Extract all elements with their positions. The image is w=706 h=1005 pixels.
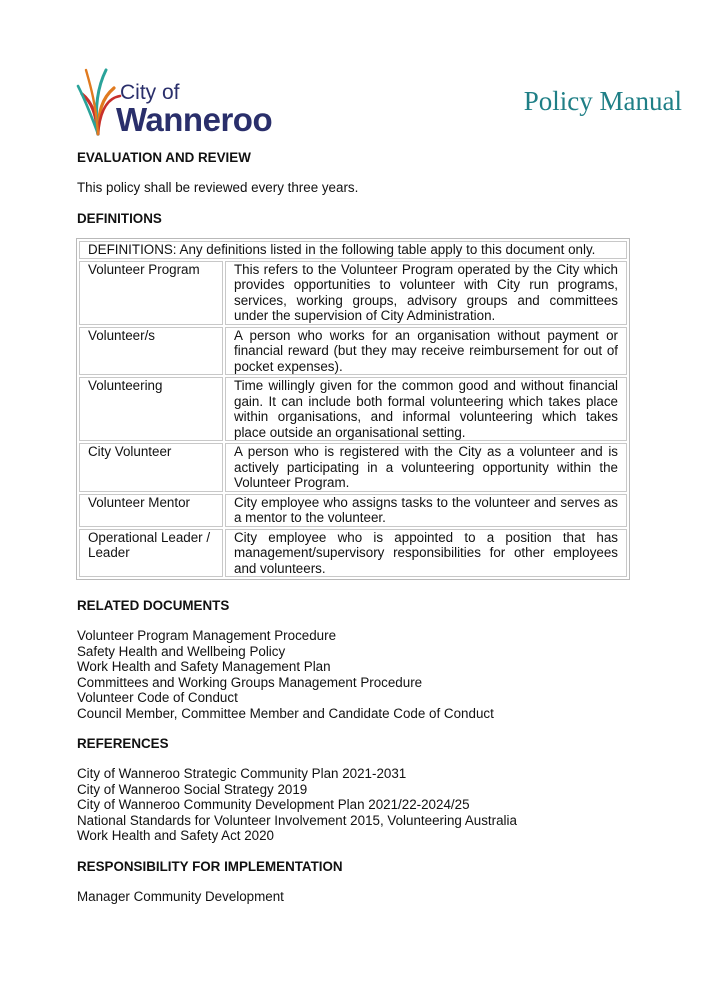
references-heading: REFERENCES (77, 736, 169, 751)
logo-city-text: City of (120, 81, 180, 104)
definitions-heading: DEFINITIONS (77, 211, 162, 226)
list-item: City of Wanneroo Social Strategy 2019 (77, 781, 308, 797)
evaluation-text: This policy shall be reviewed every three years. (77, 180, 359, 195)
city-of-wanneroo-logo (76, 64, 286, 140)
table-row (79, 529, 627, 578)
list-item: National Standards for Volunteer Involvement 2015, Volunteering Australia (77, 812, 517, 828)
references-list (77, 766, 629, 844)
logo-name-text: Wanneroo (116, 101, 273, 138)
definition-cell: This refers to the Volunteer Program operated by the City which provides opportunities to volunteer with City run programs, services, working groups, advisory groups and committees under the supervision of City Administration. (225, 261, 627, 325)
definition-cell: A person who is registered with the City as a volunteer and is actively participating in a volunteering opportunity within the Volunteer Program. (225, 443, 627, 492)
table-row (79, 443, 627, 492)
term-cell: Volunteer Mentor (79, 494, 223, 527)
term-cell: Volunteer Program (79, 261, 223, 325)
table-row (79, 327, 627, 376)
responsibility-heading: RESPONSIBILITY FOR IMPLEMENTATION (77, 858, 343, 874)
table-row (79, 494, 627, 527)
definitions-table-caption: DEFINITIONS: Any definitions listed in the following table apply to this document only. (79, 241, 627, 259)
list-item: City of Wanneroo Strategic Community Plan 2021-2031 (77, 766, 407, 781)
list-item: City of Wanneroo Community Development Plan 2021/22-2024/25 (77, 797, 470, 812)
term-cell: Volunteering (79, 377, 223, 441)
related-documents-list (77, 628, 629, 721)
list-item: Committees and Working Groups Management Procedure (77, 674, 423, 690)
definition-cell: City employee who assigns tasks to the volunteer and serves as a mentor to the volunteer. (225, 494, 627, 527)
definitions-table (76, 238, 630, 580)
document-body (77, 149, 629, 905)
evaluation-heading: EVALUATION AND REVIEW (77, 150, 251, 165)
table-row (79, 377, 627, 441)
table-row (79, 261, 627, 325)
related-documents-heading: RELATED DOCUMENTS (77, 598, 230, 613)
term-cell: Volunteer/s (79, 327, 223, 376)
term-cell: Operational Leader / Leader (79, 529, 223, 578)
list-item: Work Health and Safety Act 2020 (77, 828, 275, 843)
responsibility-text: Manager Community Development (77, 888, 284, 904)
list-item: Volunteer Program Management Procedure (77, 628, 337, 643)
definition-cell: City employee who is appointed to a position that has management/supervisory responsibilities for other employees and volunteers. (225, 529, 627, 578)
manual-title: Policy Manual (523, 86, 682, 116)
list-item: Safety Health and Wellbeing Policy (77, 643, 286, 659)
term-cell: City Volunteer (79, 443, 223, 492)
definition-cell: A person who works for an organisation without payment or financial reward (but they may receive reimbursement for out of pocket expenses). (225, 327, 627, 376)
list-item: Work Health and Safety Management Plan (77, 659, 331, 674)
definition-cell: Time willingly given for the common good and without financial gain. It can include both formal volunteering which takes place within organisations, and informal volunteering which takes place outside an organisational setting. (225, 377, 627, 441)
list-item: Council Member, Committee Member and Candidate Code of Conduct (77, 705, 494, 721)
list-item: Volunteer Code of Conduct (77, 690, 238, 705)
